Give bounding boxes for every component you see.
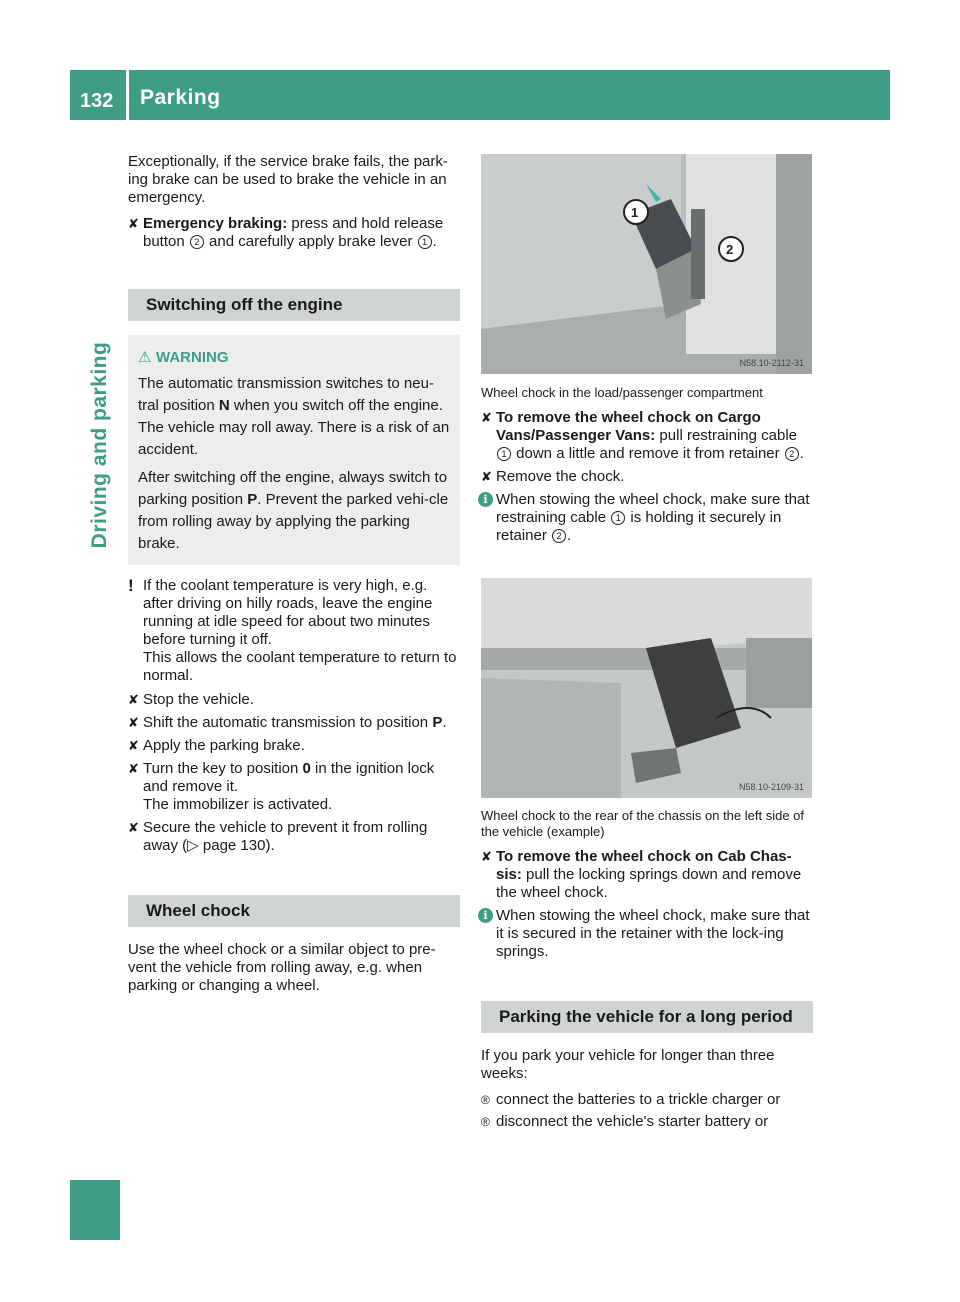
list-item [481,1113,813,1131]
step-text: Secure the vehicle to prevent it from rolling away (▷ page 130). [143,819,428,854]
info-text: . [567,527,572,544]
warning-text: when you switch off the engine. The vehicle may roll away. There is a risk of an accident. [138,397,450,458]
warning-text: N [218,397,230,414]
parking-intro: If you park your vehicle for longer than three weeks: [481,1047,775,1082]
info-text: When stowing the wheel chock, make sure that it is secured in the retainer with the lock-ing springs. [496,907,810,960]
callout-2-icon: 2 [785,447,799,461]
step-remove-cab-chassis [481,848,813,902]
section-title: Parking [140,86,221,109]
heading-switching-off-engine: Switching off the engine [128,289,460,321]
right-column-bottom [481,808,813,1135]
wheel-chock-chassis-image [481,578,812,798]
step-text: pull the locking springs down and remove the wheel chock. [496,866,802,901]
info-text: When stowing the wheel chock, make sure that restraining cable [496,491,810,526]
step-label: To remove the wheel chock on Cab Chas-sis: [496,848,792,883]
side-tab-label [80,341,120,549]
step-text: down a little and remove it from retainer [512,445,784,462]
side-tab-text: Driving and parking [88,341,111,549]
warning-triangle-icon: ⚠ [138,349,152,366]
image-code: N58.10-2112-31 [739,358,804,368]
step-text: . [799,445,804,462]
step-arrow-icon: ✘ [128,715,139,730]
info-stowing-cable [481,491,813,545]
step-stop-vehicle [128,691,460,709]
wheel-chock-compartment-image [481,154,812,374]
bullet-icon: ® [481,1115,490,1129]
warning-text: P [247,491,258,508]
step-secure-vehicle [128,819,460,855]
list-item-text: connect the batteries to a trickle charger or [496,1091,781,1108]
step-text: Stop the vehicle. [143,691,254,708]
header-divider [126,70,129,120]
svg-text:1: 1 [631,205,639,220]
side-tab-block [70,1180,120,1240]
step-text: Remove the chock. [496,468,625,485]
info-icon: i [478,492,493,507]
warning-paragraph-1 [138,373,450,461]
warning-box [128,335,460,565]
step-text: P [432,714,443,731]
step-text: The immobilizer is activated. [143,796,333,813]
bullet-icon: ® [481,1093,490,1107]
step-text: Apply the parking brake. [143,737,305,754]
callout-2-icon: 2 [552,529,566,543]
warning-text: The automatic transmission switches to neu-tral position [138,375,434,414]
step-text: Shift the automatic transmission to position [143,714,433,731]
step-remove-cargo [481,409,813,463]
heading-parking-long-period: Parking the vehicle for a long period [481,1001,813,1033]
note-coolant [128,577,460,685]
image-caption: Wheel chock to the rear of the chassis on the left side of the vehicle (example) [481,808,805,839]
step-arrow-icon: ✘ [128,820,139,835]
exclamation-icon: ! [128,576,134,595]
warning-title-text: WARNING [156,349,229,366]
step-arrow-icon: ✘ [481,410,492,425]
note-text: If the coolant temperature is very high, e.g. after driving on hilly roads, leave the engine running at idle speed for about two minutes before turning it off. [143,577,433,648]
step-arrow-icon: ✘ [481,469,492,484]
compartment-illustration [481,154,812,374]
callout-1-icon: 1 [611,511,625,525]
chassis-illustration [481,578,812,798]
warning-paragraph-2 [138,467,450,555]
step-label: To remove the wheel chock on Cargo Vans/Passenger Vans: [496,409,761,444]
info-icon: i [478,908,493,923]
step-label: Emergency braking: [143,215,288,232]
note-text: This allows the coolant temperature to return to normal. [143,649,457,684]
step-text: 0 [302,760,311,777]
warning-text: . Prevent the parked vehi-cle from rolling away by applying the parking brake. [138,491,449,552]
step-remove-chock [481,468,813,486]
step-turn-key [128,760,460,814]
wheel-chock-text: Use the wheel chock or a similar object to pre-vent the vehicle from rolling away, e.g. when parking or changing a wheel. [128,941,436,994]
step-arrow-icon: ✘ [128,216,139,231]
info-text: is holding it securely in retainer [496,509,782,544]
warning-text: After switching off the engine, always switch to parking position [138,469,448,508]
left-column [128,153,460,995]
callout-2-icon: 2 [190,235,204,249]
step-text: in the ignition lock and remove it. [143,760,435,795]
step-text: and carefully apply brake lever [204,233,417,250]
warning-title [138,347,450,369]
list-item [481,1091,813,1109]
step-text: press and hold release button [143,215,444,250]
step-arrow-icon: ✘ [128,692,139,707]
list-item-text: disconnect the vehicle's starter battery or [496,1113,769,1130]
step-emergency-braking [128,215,460,251]
intro-text: Exceptionally, if the service brake fails, the park-ing brake can be used to brake the vehicle in an emergency. [128,153,448,206]
step-text: pull restraining cable [655,427,798,444]
step-text: . [442,714,447,731]
step-text: Turn the key to position [143,760,303,777]
step-arrow-icon: ✘ [128,761,139,776]
image-code: N58.10-2109-31 [738,782,804,792]
image-caption: Wheel chock in the load/passenger compartment [481,385,763,400]
heading-wheel-chock: Wheel chock [128,895,460,927]
callout-1-icon: 1 [418,235,432,249]
step-arrow-icon: ✘ [481,849,492,864]
info-stowing-springs [481,907,813,961]
step-arrow-icon: ✘ [128,738,139,753]
step-parking-brake [128,737,460,755]
page-number: 132 [80,90,114,112]
callout-1-icon: 1 [497,447,511,461]
svg-text:2: 2 [726,242,734,257]
right-column-top [481,385,813,551]
step-text: . [432,233,437,250]
step-shift-transmission [128,714,460,732]
